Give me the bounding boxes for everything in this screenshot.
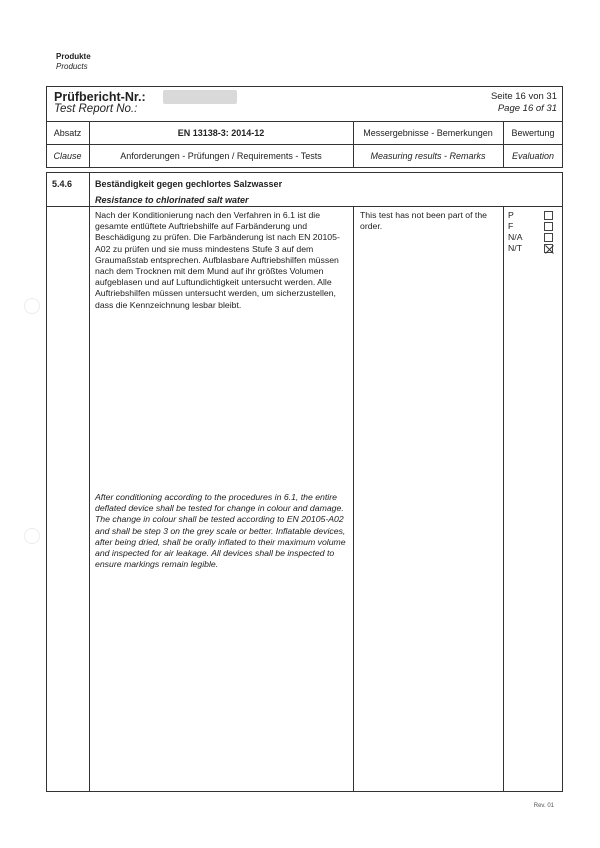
evaluation-na-checkbox[interactable] — [544, 233, 553, 242]
products-label — [56, 52, 91, 72]
evaluation-nt-label: N/T — [508, 243, 522, 253]
evaluation-fail — [508, 221, 560, 232]
evaluation-nt-checkbox[interactable] — [544, 244, 553, 253]
content-column-line-1 — [89, 172, 90, 792]
products-label-de: Produkte — [56, 52, 91, 61]
checkbox-cross-icon — [545, 245, 554, 254]
column-evaluation-en: Evaluation — [511, 151, 555, 161]
column-results-en: Measuring results - Remarks — [370, 151, 486, 161]
section-title-de: Beständigkeit gegen gechlortes Salzwasser — [95, 179, 283, 189]
test-result-remark: This test has not been part of the order. — [360, 210, 488, 232]
column-clause-de: Absatz — [53, 128, 82, 138]
evaluation-fail-checkbox[interactable] — [544, 222, 553, 231]
column-requirements: Anforderungen - Prüfungen / Requirements - Tests — [120, 151, 322, 161]
requirement-text-de: Nach der Konditionierung nach den Verfahren in 6.1 ist die gesamte entlüftete Auftriebshilfe auf Farbänderung und Beschädigung zu prüfen. Die Farbänderung ist nach EN 20105-A02 zu prüfen und sie muss mindestens Stufe 3 auf dem Graumaßstab entsprechen. Aufblasbare Auftriebshilfen müssen nach dem Trocknen mit dem Mund auf ihr größtes Volumen aufgeblasen und auf Luftundichtigkeit untersucht werden. Alle Auftriebshilfen müssen untersucht werden, um sicherzustellen, dass die Kennzeichnung lesbar bleibt. — [95, 210, 340, 310]
requirement-text-en: After conditioning according to the procedures in 6.1, the entire deflated device shall be tested for change in colour and damage. The change in colour shall be tested according to EN 20105-A02 and shall be step 3 on the grey scale or better. Inflatable devices, after being dried, shall be orally inflated to their maximum volume and inspected for air leakage. All devices shall be inspected to ensure markings remain legible. — [95, 492, 346, 570]
report-number-label-en: Test Report No.: — [54, 103, 138, 115]
report-number-label-de: Prüfbericht-Nr.: — [54, 90, 146, 104]
clause-number: 5.4.6 — [52, 179, 73, 189]
evaluation-fail-label: F — [508, 221, 514, 231]
page-number-de: Seite 16 von 31 — [490, 91, 557, 102]
products-label-en: Products — [56, 62, 88, 71]
punch-hole-lower — [24, 528, 40, 544]
evaluation-not-tested — [508, 243, 560, 254]
redacted-report-number — [163, 90, 237, 104]
evaluation-pass — [508, 210, 560, 221]
column-clause-en: Clause — [53, 151, 82, 161]
column-results-de: Messergebnisse - Bemerkungen — [363, 128, 493, 138]
section-title-divider — [46, 206, 563, 207]
evaluation-pass-label: P — [508, 210, 514, 220]
section-title-en: Resistance to chlorinated salt water — [95, 195, 249, 205]
content-column-line-3 — [503, 206, 504, 792]
evaluation-pass-checkbox[interactable] — [544, 211, 553, 220]
punch-hole-upper — [24, 298, 40, 314]
column-standard: EN 13138-3: 2014-12 — [177, 128, 265, 138]
page-number-en: Page 16 of 31 — [497, 103, 557, 114]
revision-label: Rev. 01 — [533, 803, 554, 809]
content-column-line-2 — [353, 206, 354, 792]
header-divider-top — [46, 121, 563, 122]
column-evaluation-de: Bewertung — [511, 128, 555, 138]
header-divider-middle — [46, 144, 563, 145]
evaluation-not-applicable — [508, 232, 560, 243]
evaluation-na-label: N/A — [508, 232, 523, 242]
